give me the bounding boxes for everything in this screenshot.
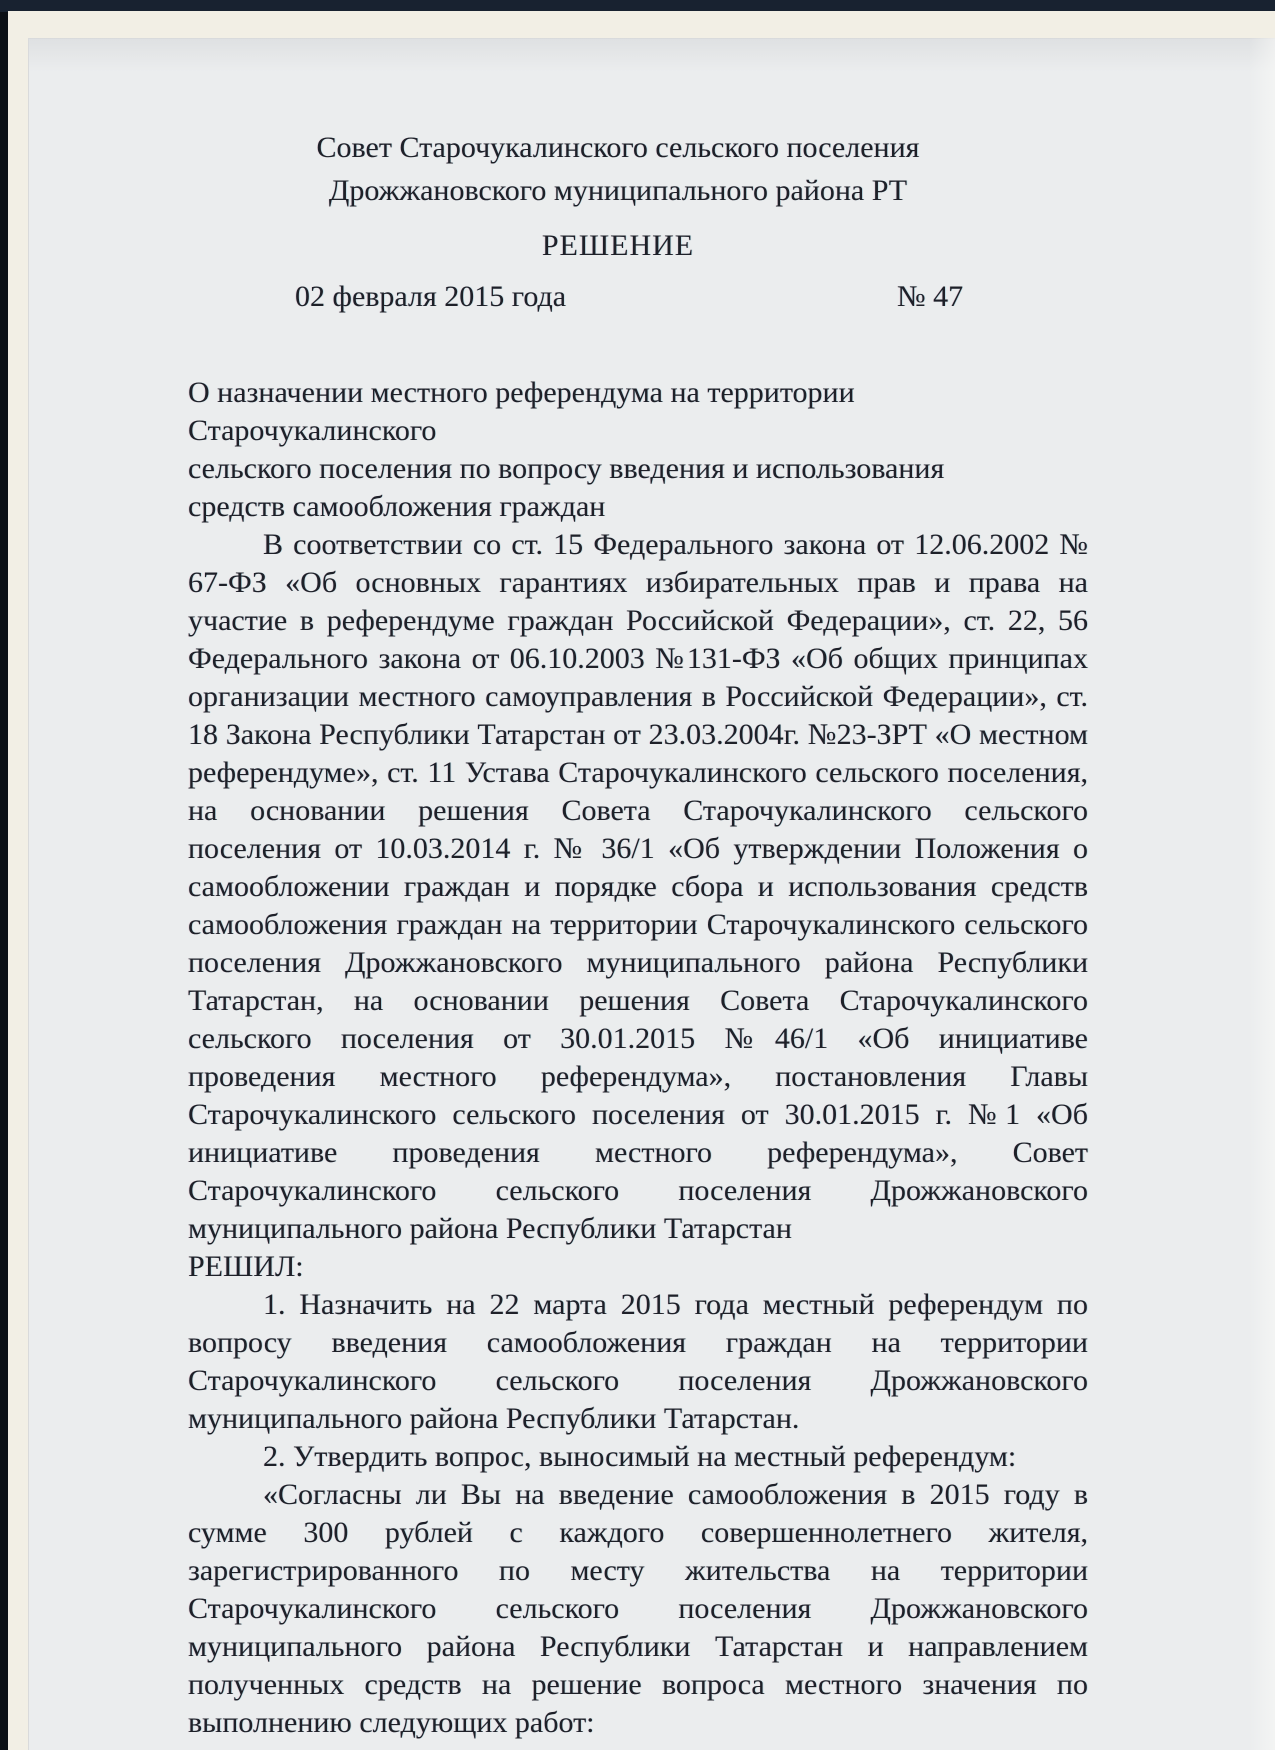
doc-type-title: РЕШЕНИЕ [541,229,695,262]
resolution-item-2: 2. Утвердить вопрос, выносимый на местный референдум: [263,1440,1017,1473]
date-number-row [188,278,1088,316]
scanned-page [28,38,1275,1750]
subject-line-1: О назначении местного референдума на территории Старочукалинского [188,376,855,447]
subject-block [188,374,1088,526]
org-name-line-1: Совет Старочукалинского сельского поселения [316,131,920,164]
page-right-edge-highlight [1249,38,1275,1750]
doc-number: № 47 [897,280,964,313]
preamble-paragraph: В соответствии со ст. 15 Федерального закона от 12.06.2002 № 67-ФЗ «Об основных гарантиях избирательных прав и права на участие в референдуме граждан Российской Федерации», ст. 22, 56 Федерального закона от 06.10.2003 №131-ФЗ «Об общих принципах организации местного самоуправления в Российской Федерации», ст. 18 Закона Республики Татарстан от 23.03.2004г. №23-ЗРТ «О местном референдуме», ст. 11 Устава Старочукалинского сельского поселения, на основании решения Совета Старочукалинского сельского поселения от 10.03.2014 г. № 36/1 «Об утверждении Положения о самообложении граждан и порядке сбора и использования средств самообложения граждан на территории Старочукалинского сельского поселения Дрожжановского муниципального района Республики Татарстан, на основании решения Совета Старочукалинского сельского поселения от 30.01.2015 №46/1 «Об инициативе проведения местного референдума», постановления Главы Старочукалинского сельского поселения от 30.01.2015 г. №1 «Об инициативе проведения местного референдума», Совет Старочукалинского сельского поселения Дрожжановского муниципального района Республики Татарстан [188,528,1088,1245]
doc-date: 02 февраля 2015 года [295,280,567,313]
document-content [188,126,1088,1742]
subject-line-3: средств самообложения граждан [188,490,606,523]
org-name-line-2: Дрожжановского муниципального района РТ [328,174,908,207]
resolved-keyword: РЕШИЛ: [188,1250,304,1283]
resolution-item-1: 1. Назначить на 22 марта 2015 года местный референдум по вопросу введения самообложения граждан на территории Старочукалинского сельского поселения Дрожжановского муниципального района Республики Татарстан. [188,1288,1088,1435]
referendum-question: «Согласны ли Вы на введение самообложения в 2015 году в сумме 300 рублей с каждого совершеннолетнего жителя, зарегистрированного по месту жительства на территории Старочукалинского сельского поселения Дрожжановского муниципального района Республики Татарстан и направлением полученных средств на решение вопроса местного значения по выполнению следующих работ: [188,1478,1088,1739]
scan-artifact-band [28,38,1275,72]
subject-line-2: сельского поселения по вопросу введения и использования [188,452,945,485]
